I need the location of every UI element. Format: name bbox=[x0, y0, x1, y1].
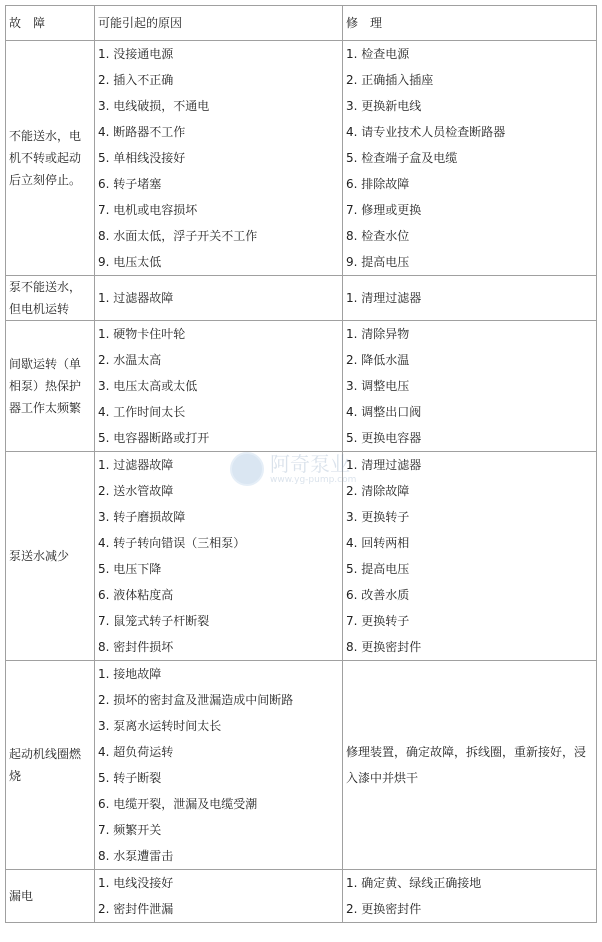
cause-item: 2. 水温太高 bbox=[98, 353, 162, 367]
repair-item: 1. 清除异物 bbox=[346, 327, 410, 341]
repair-item: 8. 更换密封件 bbox=[346, 640, 422, 654]
repair-item: 5. 提高电压 bbox=[346, 562, 410, 576]
cause-cell bbox=[95, 41, 343, 276]
fault-cell bbox=[6, 41, 95, 276]
repair-cell bbox=[343, 452, 597, 661]
cause-item: 1. 没接通电源 bbox=[98, 47, 174, 61]
cause-item: 3. 电线破损，不通电 bbox=[98, 99, 210, 113]
cause-item: 2. 插入不正确 bbox=[98, 73, 174, 87]
repair-item: 1. 清理过滤器 bbox=[346, 291, 422, 305]
fault-cell bbox=[6, 661, 95, 870]
cause-item: 4. 断路器不工作 bbox=[98, 125, 186, 139]
table-row bbox=[6, 41, 597, 276]
table-row bbox=[6, 661, 597, 870]
repair-item: 修理装置，确定故障，拆线圈，重新接好，浸入漆中并烘干 bbox=[346, 745, 587, 785]
repair-cell bbox=[343, 321, 597, 452]
repair-item: 6. 排除故障 bbox=[346, 177, 410, 191]
repair-item: 4. 请专业技术人员检查断路器 bbox=[346, 125, 506, 139]
cause-item: 1. 电线没接好 bbox=[98, 876, 174, 890]
cause-item: 3. 电压太高或太低 bbox=[98, 379, 198, 393]
repair-item: 3. 更换转子 bbox=[346, 510, 410, 524]
repair-cell bbox=[343, 276, 597, 321]
cause-item: 2. 密封件泄漏 bbox=[98, 902, 174, 916]
repair-item: 8. 检查水位 bbox=[346, 229, 410, 243]
header-row bbox=[6, 6, 597, 41]
repair-item: 5. 更换电容器 bbox=[346, 431, 422, 445]
repair-cell bbox=[343, 661, 597, 870]
fault-text: 不能送水，电机不转或起动后立刻停止。 bbox=[9, 129, 82, 187]
repair-item: 2. 降低水温 bbox=[346, 353, 410, 367]
repair-cell bbox=[343, 870, 597, 923]
cause-item: 1. 过滤器故障 bbox=[98, 291, 174, 305]
fault-cell bbox=[6, 870, 95, 923]
repair-item: 3. 调整电压 bbox=[346, 379, 410, 393]
cause-item: 4. 转子转向错误（三相泵） bbox=[98, 536, 246, 550]
cause-item: 5. 单相线没接好 bbox=[98, 151, 186, 165]
cause-item: 1. 硬物卡住叶轮 bbox=[98, 327, 186, 341]
cause-item: 7. 电机或电容损坏 bbox=[98, 203, 198, 217]
cause-item: 8. 密封件损坏 bbox=[98, 640, 174, 654]
repair-item: 2. 更换密封件 bbox=[346, 902, 422, 916]
cause-cell bbox=[95, 870, 343, 923]
cause-item: 5. 转子断裂 bbox=[98, 771, 162, 785]
cause-cell bbox=[95, 276, 343, 321]
table-row bbox=[6, 276, 597, 321]
cause-item: 1. 接地故障 bbox=[98, 667, 162, 681]
cause-cell bbox=[95, 452, 343, 661]
header-fault: 故 障 bbox=[6, 6, 95, 41]
fault-text: 间歇运转（单相泵）热保护器工作太频繁 bbox=[9, 357, 82, 415]
fault-cell bbox=[6, 321, 95, 452]
cause-item: 2. 损坏的密封盒及泄漏造成中间断路 bbox=[98, 693, 294, 707]
repair-cell bbox=[343, 41, 597, 276]
repair-item: 1. 确定黄、绿线正确接地 bbox=[346, 876, 482, 890]
fault-cell bbox=[6, 452, 95, 661]
cause-item: 8. 水面太低，浮子开关不工作 bbox=[98, 229, 258, 243]
header-cause: 可能引起的原因 bbox=[95, 6, 343, 41]
cause-cell bbox=[95, 661, 343, 870]
cause-item: 8. 水泵遭雷击 bbox=[98, 849, 174, 863]
repair-item: 9. 提高电压 bbox=[346, 255, 410, 269]
cause-item: 4. 超负荷运转 bbox=[98, 745, 174, 759]
repair-item: 4. 回转两相 bbox=[346, 536, 410, 550]
cause-item: 7. 鼠笼式转子杆断裂 bbox=[98, 614, 210, 628]
cause-cell bbox=[95, 321, 343, 452]
fault-text: 漏电 bbox=[9, 889, 34, 903]
cause-item: 4. 工作时间太长 bbox=[98, 405, 186, 419]
cause-item: 9. 电压太低 bbox=[98, 255, 162, 269]
header-repair: 修 理 bbox=[343, 6, 597, 41]
watermark-main-text: 阿奇泵业 bbox=[270, 452, 350, 476]
repair-item: 1. 检查电源 bbox=[346, 47, 410, 61]
repair-item: 7. 修理或更换 bbox=[346, 203, 422, 217]
repair-item: 3. 更换新电线 bbox=[346, 99, 422, 113]
cause-item: 5. 电压下降 bbox=[98, 562, 162, 576]
repair-item: 5. 检查端子盒及电缆 bbox=[346, 151, 458, 165]
table-row bbox=[6, 452, 597, 661]
fault-text: 泵送水减少 bbox=[9, 549, 70, 563]
troubleshooting-table bbox=[5, 5, 597, 923]
cause-item: 6. 转子堵塞 bbox=[98, 177, 162, 191]
cause-item: 5. 电容器断路或打开 bbox=[98, 431, 210, 445]
repair-item: 2. 清除故障 bbox=[346, 484, 410, 498]
table-body bbox=[6, 6, 597, 923]
table-row bbox=[6, 321, 597, 452]
cause-item: 1. 过滤器故障 bbox=[98, 458, 174, 472]
repair-item: 1. 清理过滤器 bbox=[346, 458, 422, 472]
cause-item: 3. 泵离水运转时间太长 bbox=[98, 719, 222, 733]
fault-text: 起动机线圈燃烧 bbox=[9, 747, 82, 783]
fault-text: 泵不能送水，但电机运转 bbox=[9, 280, 82, 316]
table-row bbox=[6, 870, 597, 923]
watermark-sub-text: www.yg-pump.com bbox=[270, 475, 357, 485]
cause-item: 3. 转子磨损故障 bbox=[98, 510, 186, 524]
repair-item: 4. 调整出口阀 bbox=[346, 405, 422, 419]
repair-item: 2. 正确插入插座 bbox=[346, 73, 434, 87]
fault-cell bbox=[6, 276, 95, 321]
repair-item: 6. 改善水质 bbox=[346, 588, 410, 602]
cause-item: 7. 频繁开关 bbox=[98, 823, 162, 837]
cause-item: 2. 送水管故障 bbox=[98, 484, 174, 498]
cause-item: 6. 电缆开裂，泄漏及电缆受潮 bbox=[98, 797, 258, 811]
cause-item: 6. 液体粘度高 bbox=[98, 588, 174, 602]
repair-item: 7. 更换转子 bbox=[346, 614, 410, 628]
